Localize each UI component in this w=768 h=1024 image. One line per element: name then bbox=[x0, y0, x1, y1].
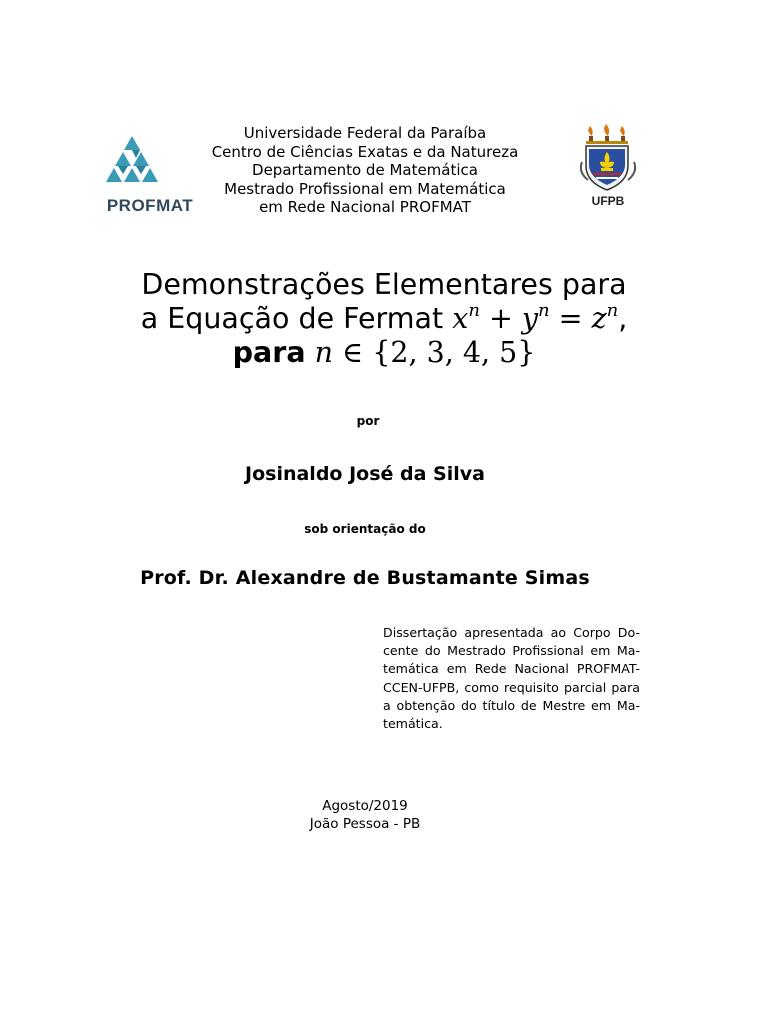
exponent-set: n ∈ {2, 3, 4, 5} bbox=[314, 336, 536, 369]
institution-block bbox=[180, 124, 550, 217]
author-name: Josinaldo José da Silva bbox=[245, 463, 485, 485]
title-line-2: a Equação de Fermat $x^n + y^n = z^n$, bbox=[140, 300, 628, 335]
title-line-3 bbox=[64, 336, 704, 370]
title-line-3-text: para bbox=[232, 336, 306, 369]
dissertation-line: temática em Rede Nacional PROFMAT- bbox=[383, 661, 640, 677]
ufpb-coat-of-arms-icon bbox=[576, 122, 640, 194]
dissertation-line: CCEN-UFPB, como requisito parcial para bbox=[383, 679, 640, 695]
profmat-wordmark: PROFMAT bbox=[106, 196, 194, 215]
supervision-label: sob orientação do bbox=[304, 522, 426, 536]
advisor-name: Prof. Dr. Alexandre de Bustamante Simas bbox=[140, 567, 590, 589]
dissertation-line: cente do Mestrado Profissional em Ma- bbox=[383, 643, 640, 659]
ufpb-logo bbox=[576, 122, 640, 212]
dissertation-line: a obtenção do título de Mestre em Ma- bbox=[383, 697, 640, 713]
institution-line: Centro de Ciências Exatas e da Natureza bbox=[211, 142, 519, 161]
dissertation-statement bbox=[383, 624, 640, 733]
institution-line: Universidade Federal da Paraíba bbox=[243, 124, 487, 142]
institution-line: Mestrado Profissional em Matemática bbox=[224, 179, 506, 198]
date-place-block bbox=[0, 797, 730, 833]
institution-line: Departamento de Matemática bbox=[252, 161, 478, 179]
thesis-title bbox=[64, 268, 704, 370]
date: Agosto/2019 bbox=[322, 798, 408, 814]
dissertation-line: Dissertação apresentada ao Corpo Do- bbox=[383, 625, 640, 640]
title-line-1: Demonstrações Elementares para bbox=[141, 268, 627, 301]
title-line-2-text: a Equação de Fermat bbox=[140, 302, 444, 335]
dissertation-line: temática. bbox=[383, 716, 443, 732]
place: João Pessoa - PB bbox=[309, 816, 421, 832]
institution-line: em Rede Nacional PROFMAT bbox=[259, 198, 471, 216]
ufpb-wordmark: UFPB bbox=[591, 194, 625, 208]
by-label: por bbox=[356, 414, 380, 428]
fermat-equation: $x^n + y^n = z^n$ bbox=[452, 300, 619, 335]
